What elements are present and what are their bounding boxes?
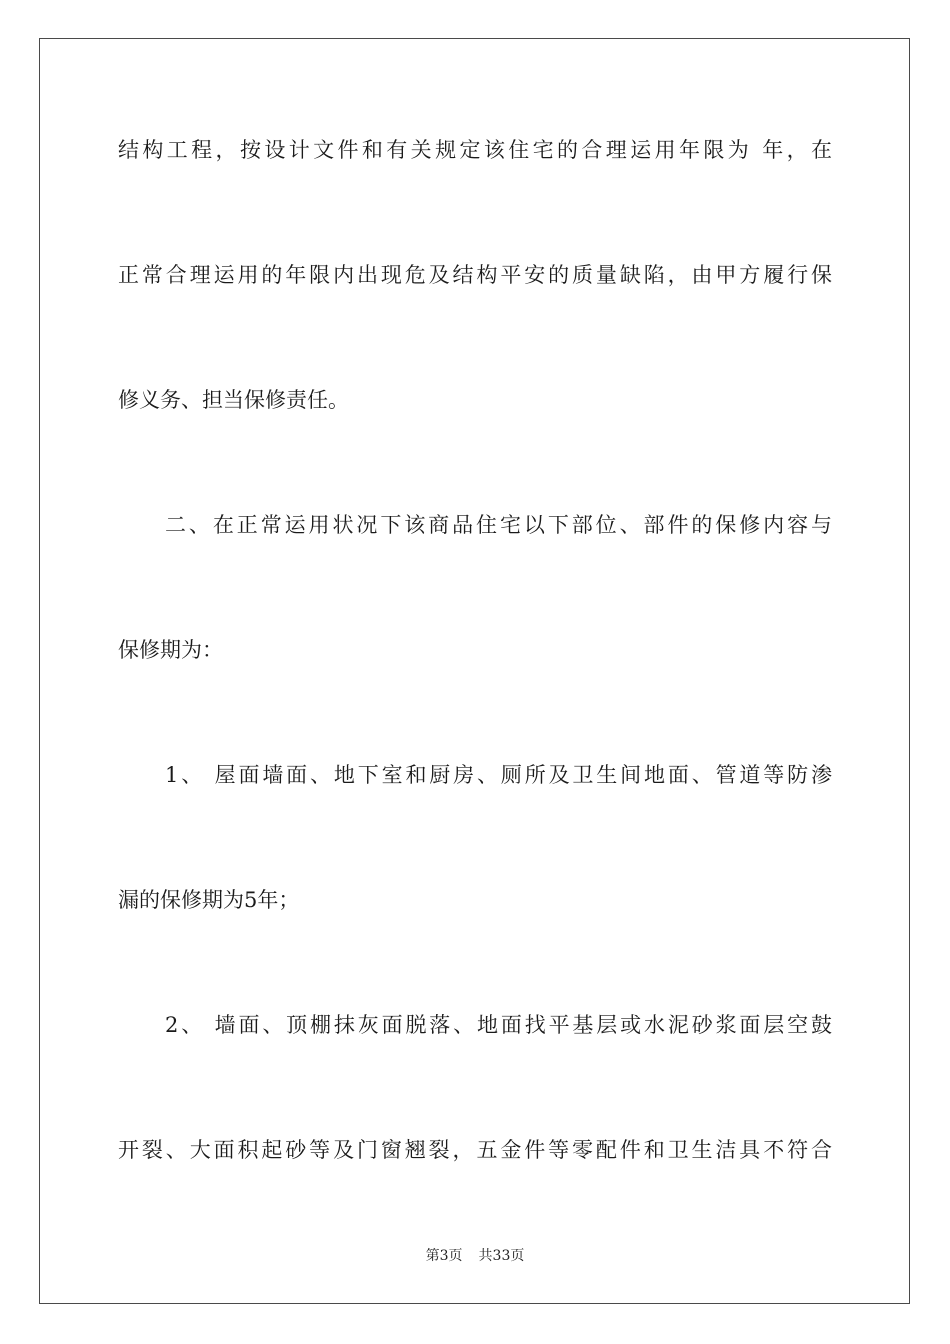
body-line-2: 正常合理运用的年限内出现危及结构平安的质量缺陷，由甲方履行保 [118, 263, 832, 287]
page-total: 共33页 [478, 1248, 525, 1264]
page-footer [0, 1246, 950, 1266]
page-number: 第3页 [425, 1248, 463, 1264]
body-line-3: 修义务、担当保修责任。 [118, 388, 349, 412]
page-border [39, 38, 910, 1304]
body-line-1: 结构工程，按设计文件和有关规定该住宅的合理运用年限为 年，在 [118, 138, 832, 162]
body-line-4: 二、在正常运用状况下该商品住宅以下部位、部件的保修内容与 [165, 513, 832, 537]
body-line-8: 2、 墙面、顶棚抹灰面脱落、地面找平基层或水泥砂浆面层空鼓 [165, 1013, 832, 1037]
body-line-7: 漏的保修期为5年； [118, 888, 300, 912]
body-line-6: 1、 屋面墙面、地下室和厨房、厕所及卫生间地面、管道等防渗 [165, 763, 832, 787]
body-line-9: 开裂、大面积起砂等及门窗翘裂，五金件等零配件和卫生洁具不符合 [118, 1138, 832, 1162]
body-line-5: 保修期为： [118, 638, 223, 662]
